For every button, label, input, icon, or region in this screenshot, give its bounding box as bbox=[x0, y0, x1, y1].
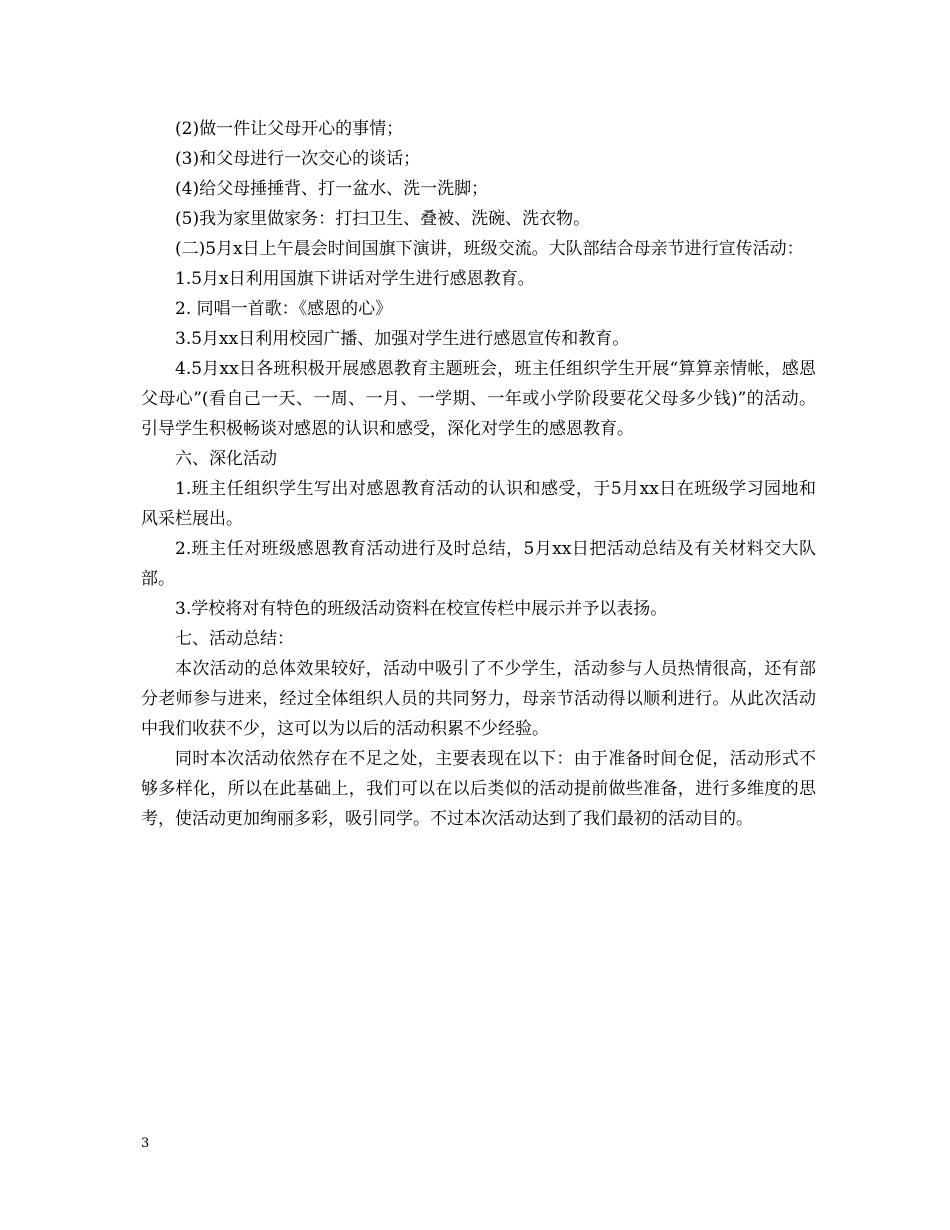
document-body bbox=[141, 114, 816, 834]
section-heading-6: 六、深化活动 bbox=[175, 449, 277, 469]
summary-paragraph-1: 本次活动的总体效果较好，活动中吸引了不少学生，活动参与人员热情很高，还有部分老师参与进来，经过全体组织人员的共同努力，母亲节活动得以顺利进行。从此次活动中我们收获不少，这可以为以后的活动积累不少经验。 bbox=[141, 659, 816, 739]
page-number: 3 bbox=[141, 1136, 150, 1151]
section-2-item-4: 4.5月xx日各班积极开展感恩教育主题班会，班主任组织学生开展“算算亲情帐，感恩父母心”(看自己一天、一周、一月、一学期、一年或小学阶段要花父母多少钱)”的活动。引导学生积极畅谈对感恩的认识和感受，深化对学生的感恩教育。 bbox=[141, 359, 816, 439]
section-6-item-2: 2.班主任对班级感恩教育活动进行及时总结，5月xx日把活动总结及有关材料交大队部。 bbox=[141, 539, 816, 589]
summary-paragraph-2: 同时本次活动依然存在不足之处，主要表现在以下：由于准备时间仓促，活动形式不够多样化，所以在此基础上，我们可以在以后类似的活动提前做些准备，进行多维度的思考，使活动更加绚丽多彩，吸引同学。不过本次活动达到了我们最初的活动目的。 bbox=[141, 749, 816, 829]
section-6-item-1: 1.班主任组织学生写出对感恩教育活动的认识和感受，于5月xx日在班级学习园地和风采栏展出。 bbox=[141, 479, 816, 529]
list-item-2: (2)做一件让父母开心的事情； bbox=[175, 119, 404, 139]
section-2-paragraph: (二)5月x日上午晨会时间国旗下演讲，班级交流。大队部结合母亲节进行宣传活动： bbox=[175, 239, 804, 259]
section-2-item-1: 1.5月x日利用国旗下讲话对学生进行感恩教育。 bbox=[175, 269, 535, 289]
section-2-item-2: 2. 同唱一首歌：《感恩的心》 bbox=[175, 299, 393, 319]
list-item-4: (4)给父母捶捶背、打一盆水、洗一洗脚； bbox=[175, 179, 489, 199]
section-6-item-3: 3.学校将对有特色的班级活动资料在校宣传栏中展示并予以表扬。 bbox=[175, 599, 668, 619]
list-item-5: (5)我为家里做家务：打扫卫生、叠被、洗碗、洗衣物。 bbox=[175, 209, 591, 229]
list-item-3: (3)和父母进行一次交心的谈话； bbox=[175, 149, 421, 169]
section-heading-7: 七、活动总结： bbox=[175, 629, 294, 649]
section-2-item-3: 3.5月xx日利用校园广播、加强对学生进行感恩宣传和教育。 bbox=[175, 329, 630, 349]
